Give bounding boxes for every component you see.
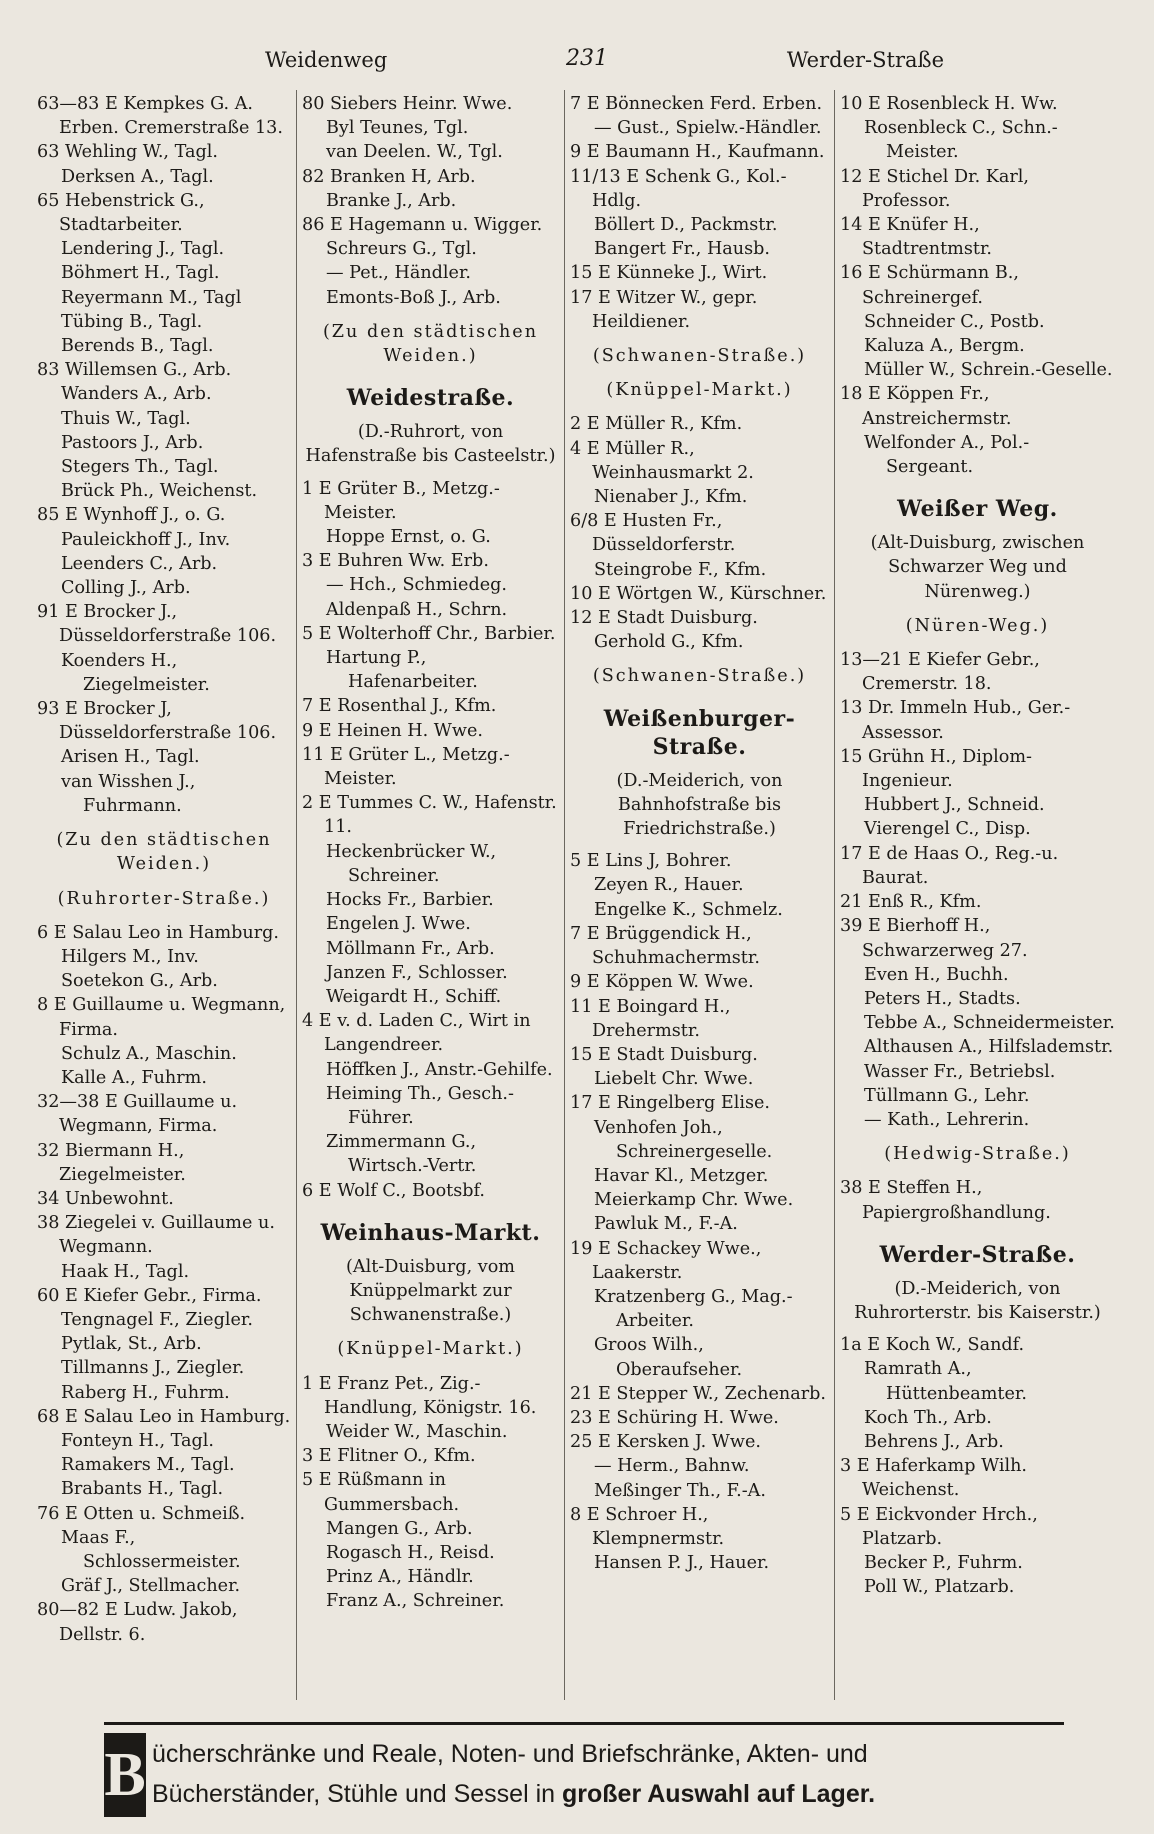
ad-line-2-bold: großer Auswahl auf Lager. [562,1780,876,1808]
resident-entry: Raberg H., Fuhrm. [61,1382,230,1403]
resident-entry: 4 E Müller R., Weinhausmarkt 2. [570,438,754,483]
resident-entry: Berends B., Tagl. [61,336,214,357]
resident-entry: 17 E Ringelberg Elise. [570,1093,770,1114]
resident-entry: 3 E Haferkamp Wilh. Weichenst. [840,1456,1028,1501]
resident-entry: 1 E Grüter B., Metzg.-Meister. [302,478,500,523]
resident-entry: Gräf J., Stellmacher. [61,1576,241,1597]
resident-entry: Prinz A., Händlr. [326,1567,474,1588]
resident-entry: Wanders A., Arb. [61,384,212,405]
street-heading: Weißenburger-Straße. [603,705,796,760]
cross-street-note: (Zu den städtischen Weiden.) [322,321,539,367]
resident-entry: 10 E Wörtgen W., Kürschner. [570,583,827,604]
resident-entry: Tüllmann G., Lehr. [864,1085,1030,1106]
resident-entry: Peters H., Stadts. [864,988,1021,1009]
resident-entry: 6/8 E Husten Fr., Düsseldorferstr. [570,511,736,556]
resident-entry: 6 E Salau Leo in Hamburg. [37,922,280,943]
page-number: 231 [566,46,608,71]
resident-entry: 5 E Lins J, Bohrer. [570,851,732,872]
resident-entry: Havar Kl., Metzger. [594,1165,769,1186]
ad-line-2 [152,1775,875,1813]
resident-entry: Brabants H., Tagl. [61,1479,224,1500]
resident-entry: 15 Grühn H., Diplom-Ingenieur. [840,746,1032,792]
resident-entry: 7 E Brüggendick H., Schuhmachermstr. [570,923,760,969]
cross-street-note: (Schwanen-Straße.) [592,666,807,687]
resident-entry: Engelen J. Wwe. [326,914,471,935]
resident-entry: 21 E Stepper W., Zechenarb. [570,1383,826,1404]
resident-entry: 5 E Rüßmann in Gummersbach. [302,1470,460,1515]
resident-entry: 76 E Otten u. Schmeiß. [37,1503,246,1524]
resident-entry: Schulz A., Maschin. [61,1043,237,1064]
resident-entry: 7 E Rosenthal J., Kfm. [302,696,497,717]
directory-columns [32,90,1120,1700]
cross-street-note: (Knüppel-Markt.) [606,380,793,401]
resident-entry: 63—83 E Kempkes G. A. Erben. Cremerstraße 13. [37,94,283,139]
resident-entry: 39 E Bierhoff H., Schwarzerweg 27. [840,916,1028,961]
resident-entry: Weigardt H., Schiff. [326,986,502,1007]
column-2 [297,90,565,1700]
resident-entry: Tebbe A., Schneidermeister. [864,1013,1115,1034]
resident-entry: 9 E Köppen W. Wwe. [570,972,754,993]
resident-entry: 8 E Schroer H., Klempnermstr. [570,1504,725,1549]
resident-entry: 15 E Künneke J., Wirt. [570,263,768,284]
resident-entry: — Kath., Lehrerin. [864,1109,1030,1130]
resident-entry: 19 E Schackey Wwe., Laakerstr. [570,1238,762,1283]
street-description: (Alt-Duisburg, zwischen Schwarzer Weg und Nürenweg.) [870,533,1085,602]
resident-entry: 15 E Stadt Duisburg. [570,1044,758,1065]
resident-entry: 38 E Steffen H., Papiergroßhandlung. [840,1178,1051,1223]
resident-entry: Rogasch H., Reisd. [326,1542,495,1563]
resident-entry: 83 Willemsen G., Arb. [37,360,232,381]
resident-entry: Emonts-Boß J., Arb. [326,287,501,308]
resident-entry: 82 Branken H, Arb. [302,166,476,187]
resident-entry: Ramrath A., Hüttenbeamter. [864,1359,1027,1404]
resident-entry: 34 Unbewohnt. [37,1188,174,1209]
resident-entry: Engelke K., Schmelz. [594,899,783,920]
resident-entry: 63 Wehling W., Tagl. [37,142,218,163]
resident-entry: Welfonder A., Pol.-Sergeant. [864,432,1030,478]
street-heading: Weißer Weg. [897,496,1058,523]
resident-entry: Althausen A., Hilfslademstr. [864,1037,1114,1058]
resident-entry: Koch Th., Arb. [864,1407,992,1428]
resident-entry: 5 E Wolterhoff Chr., Barbier. [302,623,556,644]
resident-entry: Stegers Th., Tagl. [61,457,219,478]
street-description: (D.-Meiderich, von Bahnhofstraße bis Friedrichstraße.) [616,770,783,840]
resident-entry: Rosenbleck C., Schn.-Meister. [864,118,1058,163]
resident-entry: Hilgers M., Inv. [61,946,199,967]
resident-entry: Meierkamp Chr. Wwe. [594,1190,794,1211]
resident-entry: 38 Ziegelei v. Guillaume u. Wegmann. [37,1213,275,1258]
resident-entry: 17 E de Haas O., Reg.-u. Baurat. [840,843,1059,888]
resident-entry: 80—82 E Ludw. Jakob, Dellstr. 6. [37,1600,238,1645]
resident-entry: Heckenbrücker W., Schreiner. [326,841,497,886]
cross-street-note: (Zu den städtischen Weiden.) [56,830,272,875]
resident-entry: Maas F., Schlossermeister. [61,1527,241,1572]
cross-street-note: (Hedwig-Straße.) [884,1144,1071,1165]
resident-entry: Groos Wilh., Oberaufseher. [594,1335,743,1380]
resident-entry: Schreurs G., Tgl. [326,239,477,260]
resident-entry: Kaluza A., Bergm. [864,336,1025,357]
cross-street-note: (Nüren-Weg.) [905,615,1050,636]
resident-entry: 23 E Schüring H. Wwe. [570,1407,779,1428]
resident-entry: Tillmanns J., Ziegler. [61,1358,245,1379]
resident-entry: 14 E Knüfer H., Stadtrentmstr. [840,215,993,260]
resident-entry: 21 Enß R., Kfm. [840,892,982,913]
resident-entry: 91 E Brocker J., Düsseldorferstraße 106. [37,602,277,647]
resident-entry: 16 E Schürmann B., Schreinergef. [840,263,1019,308]
resident-entry: Venhofen Joh., Schreinergeselle. [594,1117,773,1162]
resident-entry: Höffken J., Anstr.-Gehilfe. [326,1059,553,1080]
resident-entry: Liebelt Chr. Wwe. [594,1069,754,1090]
resident-entry: Reyermann M., Tagl [61,287,242,308]
resident-entry: 1 E Franz Pet., Zig.-Handlung, Königstr. 16. [302,1373,537,1418]
resident-entry: Hansen P. J., Hauer. [594,1553,770,1574]
cross-street-note: (Schwanen-Straße.) [592,346,807,367]
resident-entry: Schneider C., Postb. [864,311,1045,332]
resident-entry: Meßinger Th., F.-A. [594,1480,766,1501]
resident-entry: Hubbert J., Schneid. [864,795,1045,816]
resident-entry: 11/13 E Schenk G., Kol.-Hdlg. [570,166,787,211]
resident-entry: 93 E Brocker J, Düsseldorferstraße 106. [37,699,277,744]
resident-entry: 17 E Witzer W., gepr. Heildiener. [570,287,758,332]
resident-entry: 7 E Bönnecken Ferd. Erben. [570,94,823,114]
resident-entry: 8 E Guillaume u. Wegmann, Firma. [37,995,286,1040]
resident-entry: Byl Teunes, Tgl. [326,118,469,139]
resident-entry: Franz A., Schreiner. [326,1591,505,1612]
resident-entry: Gerhold G., Kfm. [594,632,744,653]
resident-entry: Colling J., Arb. [61,578,191,599]
resident-entry: Brück Ph., Weichenst. [61,481,258,502]
resident-entry: Lendering J., Tagl. [61,239,225,260]
ad-line-1: ücherschränke und Reale, Noten- und Briefschränke, Akten- und [152,1740,868,1768]
resident-entry: Fonteyn H., Tagl. [61,1430,214,1451]
column-3 [565,90,835,1700]
resident-entry: Böllert D., Packmstr. [594,215,778,236]
column-1 [32,90,297,1700]
resident-entry: 18 E Köppen Fr., Anstreichermstr. [840,384,1012,429]
resident-entry: Arisen H., Tagl. [61,747,200,768]
street-heading: Werder-Straße. [879,1241,1076,1268]
resident-entry: 4 E v. d. Laden C., Wirt in Langendreer. [302,1011,531,1056]
resident-entry: — Herm., Bahnw. [594,1456,750,1477]
resident-entry: 9 E Baumann H., Kaufmann. [570,142,825,163]
resident-entry: 60 E Kiefer Gebr., Firma. [37,1285,262,1306]
resident-entry: 25 E Kersken J. Wwe. [570,1432,761,1453]
cross-street-note: (Knüppel-Markt.) [337,1339,524,1360]
resident-entry: 80 Siebers Heinr. Wwe. [302,94,513,114]
resident-entry: 86 E Hagemann u. Wigger. [302,215,543,236]
resident-entry: Thuis W., Tagl. [61,408,191,429]
running-head-left: Weidenweg [265,48,388,72]
resident-entry: Zimmermann G., Wirtsch.-Vertr. [326,1132,477,1177]
resident-entry: Pawluk M., F.-A. [594,1214,738,1235]
resident-entry: — Pet., Händler. [326,263,472,284]
resident-entry: Aldenpaß H., Schrn. [326,599,508,620]
resident-entry: Branke J., Arb. [326,190,457,211]
street-description: (Alt-Duisburg, vom Knüppelmarkt zur Schwanenstraße.) [346,1256,515,1326]
resident-entry: Bangert Fr., Hausb. [594,239,771,260]
resident-entry: Becker P., Fuhrm. [864,1552,1023,1573]
resident-entry: Derksen A., Tagl. [61,166,214,187]
resident-entry: 11 E Boingard H., Drehermstr. [570,996,731,1041]
resident-entry: Koenders H., Ziegelmeister. [61,650,210,695]
resident-entry: 12 E Stichel Dr. Karl, Professor. [840,166,1030,211]
resident-entry: Pastoors J., Arb. [61,432,204,453]
resident-entry: 2 E Müller R., Kfm. [570,414,743,435]
resident-entry: — Gust., Spielw.-Händler. [594,118,822,139]
resident-entry: Nienaber J., Kfm. [594,487,748,508]
resident-entry: Pytlak, St., Arb. [61,1334,202,1355]
street-description: (D.-Ruhrort, von Hafenstraße bis Casteelstr.) [305,422,556,467]
resident-entry: 12 E Stadt Duisburg. [570,608,758,629]
resident-entry: 10 E Rosenbleck H. Ww. [840,94,1058,114]
resident-entry: 32 Biermann H., Ziegelmeister. [37,1140,186,1185]
street-description: (D.-Meiderich, von Ruhrorterstr. bis Kaiserstr.) [854,1278,1101,1323]
resident-entry: Heiming Th., Gesch.-Führer. [326,1083,514,1128]
resident-entry: Zeyen R., Hauer. [594,875,744,896]
resident-entry: Steingrobe F., Kfm. [594,559,767,580]
resident-entry: Hoppe Ernst, o. G. [326,527,491,548]
resident-entry: 68 E Salau Leo in Hamburg. [37,1406,291,1427]
street-heading: Weidestraße. [346,385,515,412]
resident-entry: 85 E Wynhoff J., o. G. [37,505,226,526]
cross-street-note: (Ruhrorter-Straße.) [57,888,271,909]
resident-entry: Soetekon G., Arb. [61,971,218,992]
resident-entry: van Wisshen J., Fuhrmann. [61,771,196,816]
resident-entry: 5 E Eickvonder Hrch., Platzarb. [840,1504,1038,1549]
resident-entry: 3 E Buhren Ww. Erb. [302,551,489,572]
resident-entry: Müller W., Schrein.-Geselle. [864,360,1113,381]
resident-entry: Hartung P., Hafenarbeiter. [326,648,478,693]
resident-entry: 11 E Grüter L., Metzg.-Meister. [302,744,510,790]
resident-entry: 13 Dr. Immeln Hub., Ger.-Assessor. [840,698,1071,743]
page-header [60,42,1114,82]
resident-entry: Haak H., Tagl. [61,1261,190,1282]
resident-entry: Tengnagel F., Ziegler. [61,1309,253,1330]
resident-entry: Wasser Fr., Betriebsl. [864,1061,1056,1082]
resident-entry: Mangen G., Arb. [326,1518,473,1539]
resident-entry: 3 E Flitner O., Kfm. [302,1446,476,1467]
ad-line-2-plain: Bücherständer, Stühle und Sessel in [152,1780,556,1808]
resident-entry: Hocks Fr., Barbier. [326,890,494,911]
ad-initial-letter: B [104,1733,146,1817]
resident-entry: 2 E Tummes C. W., Hafenstr. 11. [302,793,557,838]
resident-entry: Behrens J., Arb. [864,1431,1004,1452]
resident-entry: Böhmert H., Tagl. [61,263,220,284]
resident-entry: 13—21 E Kiefer Gebr., Cremerstr. 18. [840,650,1040,695]
resident-entry: Kratzenberg G., Mag.-Arbeiter. [594,1286,793,1332]
resident-entry: van Deelen. W., Tgl. [326,142,503,163]
running-head-right: Werder-Straße [786,48,944,72]
resident-entry: Poll W., Platzarb. [864,1577,1015,1598]
street-heading: Weinhaus-Markt. [320,1219,541,1246]
resident-entry: Tübing B., Tagl. [61,311,203,332]
resident-entry: Leenders C., Arb. [61,553,218,574]
resident-entry: 9 E Heinen H. Wwe. [302,720,483,741]
resident-entry: Janzen F., Schlosser. [326,962,508,983]
advertisement [104,1722,1064,1821]
resident-entry: Möllmann Fr., Arb. [326,938,495,959]
resident-entry: — Hch., Schmiedeg. [326,575,507,596]
resident-entry: Weider W., Maschin. [326,1421,508,1442]
resident-entry: Vierengel C., Disp. [864,819,1031,840]
resident-entry: 1a E Koch W., Sandf. [840,1335,1025,1356]
resident-entry: Pauleickhoff J., Inv. [61,529,231,550]
resident-entry: 6 E Wolf C., Bootsbf. [302,1180,485,1201]
column-4 [835,90,1120,1700]
resident-entry: Kalle A., Fuhrm. [61,1067,207,1088]
resident-entry: Even H., Buchh. [864,964,1009,985]
resident-entry: Ramakers M., Tagl. [61,1455,235,1476]
resident-entry: 32—38 E Guillaume u. Wegmann, Firma. [37,1092,238,1137]
resident-entry: 65 Hebenstrick G., Stadtarbeiter. [37,190,205,236]
